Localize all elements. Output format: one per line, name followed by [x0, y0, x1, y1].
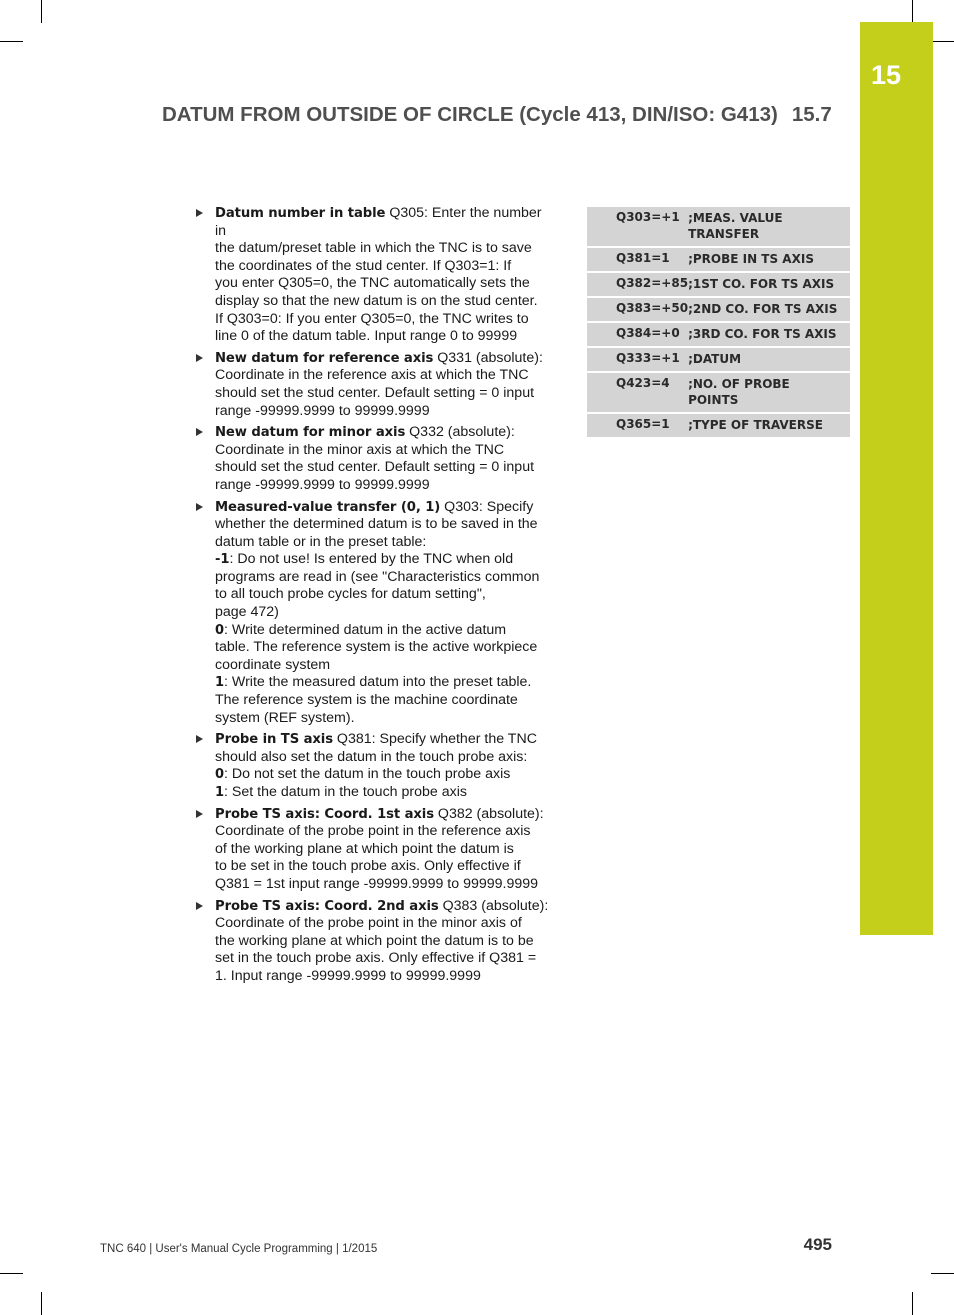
- parameter-text: Q305: Enter the number in: [215, 205, 542, 239]
- crop-mark: [912, 0, 913, 23]
- parameter-item: [194, 424, 556, 494]
- code-comment-line: ;NO. OF PROBE POINTS: [688, 377, 790, 407]
- code-comment: [688, 297, 850, 322]
- option-text: programs are read in (see "Characteristics common: [215, 568, 540, 585]
- parameter-item: [194, 731, 556, 801]
- parameter-name: Probe in TS axis: [215, 732, 333, 748]
- option-text: table. The reference system is the active workpiece: [215, 639, 538, 656]
- crop-mark: [0, 41, 23, 42]
- section-number: 15.7: [791, 103, 832, 126]
- parameter-text: the working plane at which point the datum is to be: [215, 932, 534, 949]
- code-param: Q303=+1: [587, 207, 688, 247]
- option-text: : Write determined datum in the active datum: [224, 621, 507, 638]
- code-param: Q384=+0: [587, 322, 688, 347]
- parameter-item: [194, 898, 556, 986]
- code-comment: [688, 272, 850, 297]
- page-header: [162, 103, 832, 127]
- option-key: -1: [215, 552, 230, 568]
- code-comment: [688, 413, 850, 438]
- parameter-text: should set the stud center. Default setting = 0 input: [215, 384, 535, 401]
- parameter-text: line 0 of the datum table. Input range 0 to 99999: [215, 328, 518, 345]
- option-text: : Set the datum in the touch probe axis: [224, 784, 467, 800]
- option-text: coordinate system: [215, 656, 331, 673]
- parameter-text: Coordinate of the probe point in the minor axis of: [215, 915, 522, 932]
- code-comment: [688, 347, 850, 372]
- code-comment: [688, 322, 850, 347]
- parameter-text: If Q303=0: If you enter Q305=0, the TNC writes to: [215, 310, 529, 327]
- code-param: Q333=+1: [587, 347, 688, 372]
- parameter-text: Q303: Specify: [440, 498, 534, 515]
- option-text: : Do not set the datum in the touch probe axis: [224, 766, 511, 783]
- parameter-text: datum table or in the preset table:: [215, 533, 427, 550]
- code-row: [587, 413, 850, 438]
- code-row: [587, 322, 850, 347]
- code-comment: [688, 207, 850, 247]
- crop-mark: [0, 1273, 23, 1274]
- parameter-text: Q383 (absolute):: [438, 897, 549, 914]
- code-comment-line: ;1ST CO. FOR TS AXIS: [688, 277, 835, 291]
- parameter-text: Q332 (absolute):: [405, 424, 515, 441]
- crop-mark: [931, 1273, 954, 1274]
- header-title: DATUM FROM OUTSIDE OF CIRCLE (Cycle 413, DIN/ISO: G413): [162, 103, 778, 126]
- option-key: 0: [215, 767, 225, 783]
- parameter-text: should set the stud center. Default setting = 0 input: [215, 459, 535, 476]
- crop-mark: [41, 1292, 42, 1315]
- bullet-icon: [196, 810, 203, 818]
- parameter-text: should also set the datum in the touch probe axis:: [215, 748, 528, 765]
- code-row: [587, 372, 850, 413]
- parameter-text: set in the touch probe axis. Only effective if Q381 =: [215, 950, 537, 967]
- parameter-text: you enter Q305=0, the TNC automatically sets the: [215, 275, 530, 292]
- bullet-icon: [196, 354, 203, 362]
- option-key: 1: [215, 785, 225, 800]
- chapter-number: 15: [870, 60, 902, 90]
- crop-mark: [912, 1292, 913, 1315]
- parameter-name: Measured-value transfer (0, 1): [215, 499, 441, 515]
- parameter-text: Q331 (absolute):: [433, 349, 543, 366]
- option-key: 1: [215, 675, 225, 691]
- bullet-icon: [196, 428, 203, 436]
- code-comment-line: ;2ND CO. FOR TS AXIS: [688, 302, 838, 316]
- code-comment-line: ;3RD CO. FOR TS AXIS: [688, 327, 837, 341]
- code-comment-line: ;TYPE OF TRAVERSE: [688, 418, 823, 432]
- parameter-text: 1. Input range -99999.9999 to 99999.9999: [215, 967, 481, 984]
- parameter-text: the datum/preset table in which the TNC is to save: [215, 240, 532, 257]
- option-text: system (REF system).: [215, 709, 355, 726]
- parameter-text: whether the determined datum is to be saved in the: [215, 516, 538, 533]
- parameter-list: [194, 205, 556, 990]
- code-example-table: [587, 207, 850, 439]
- parameter-text: of the working plane at which point the datum is: [215, 840, 514, 857]
- code-param: Q365=1: [587, 413, 688, 438]
- code-row: [587, 207, 850, 247]
- parameter-text: Coordinate in the reference axis at which the TNC: [215, 367, 529, 384]
- parameter-text: Q382 (absolute):: [433, 805, 544, 822]
- bullet-icon: [196, 503, 203, 511]
- parameter-name: New datum for minor axis: [215, 425, 406, 441]
- code-row: [587, 297, 850, 322]
- parameter-text: Coordinate of the probe point in the reference axis: [215, 823, 531, 840]
- crop-mark: [41, 0, 42, 23]
- page-number: 495: [803, 1235, 832, 1254]
- option-text: : Do not use! Is entered by the TNC when old: [229, 551, 514, 568]
- parameter-text: range -99999.9999 to 99999.9999: [215, 476, 430, 493]
- parameter-name: Datum number in table: [215, 206, 386, 221]
- parameter-item: [194, 350, 556, 420]
- code-param: Q423=4: [587, 372, 688, 413]
- code-comment: [688, 247, 850, 272]
- parameter-text: the coordinates of the stud center. If Q303=1: If: [215, 257, 512, 274]
- chapter-tab: [860, 22, 933, 935]
- option-text: to all touch probe cycles for datum setting",: [215, 586, 486, 603]
- code-row: [587, 272, 850, 297]
- parameter-name: New datum for reference axis: [215, 350, 434, 366]
- code-comment-line: ;DATUM: [688, 352, 742, 366]
- parameter-item: [194, 205, 556, 346]
- bullet-icon: [196, 735, 203, 743]
- code-row: [587, 347, 850, 372]
- code-comment: [688, 372, 850, 413]
- parameter-name: Probe TS axis: Coord. 1st axis: [215, 806, 434, 822]
- code-comment-line: ;PROBE IN TS AXIS: [688, 252, 814, 266]
- parameter-text: display so that the new datum is on the stud center.: [215, 292, 538, 309]
- parameter-text: Q381: Specify whether the TNC: [332, 731, 537, 748]
- code-comment-line: TRANSFER: [688, 227, 760, 241]
- crop-mark: [931, 41, 954, 42]
- code-param: Q382=+85: [587, 272, 688, 297]
- code-param: Q381=1: [587, 247, 688, 272]
- bullet-icon: [196, 209, 203, 217]
- option-key: 0: [215, 622, 225, 638]
- parameter-name: Probe TS axis: Coord. 2nd axis: [215, 898, 439, 914]
- parameter-text: Q381 = 1st input range -99999.9999 to 99999.9999: [215, 875, 539, 892]
- parameter-text: range -99999.9999 to 99999.9999: [215, 402, 430, 419]
- parameter-item: [194, 806, 556, 894]
- footer-text: TNC 640 | User's Manual Cycle Programming | 1/2015: [100, 1243, 378, 1255]
- code-param: Q383=+50: [587, 297, 688, 322]
- option-text: page 472): [215, 604, 279, 621]
- bullet-icon: [196, 902, 203, 910]
- code-row: [587, 247, 850, 272]
- option-text: The reference system is the machine coordinate: [215, 692, 518, 709]
- parameter-text: to be set in the touch probe axis. Only effective if: [215, 858, 521, 875]
- parameter-item: [194, 499, 556, 728]
- code-comment-line: ;MEAS. VALUE: [688, 211, 783, 225]
- parameter-text: Coordinate in the minor axis at which the TNC: [215, 441, 505, 458]
- option-text: : Write the measured datum into the preset table.: [224, 674, 532, 691]
